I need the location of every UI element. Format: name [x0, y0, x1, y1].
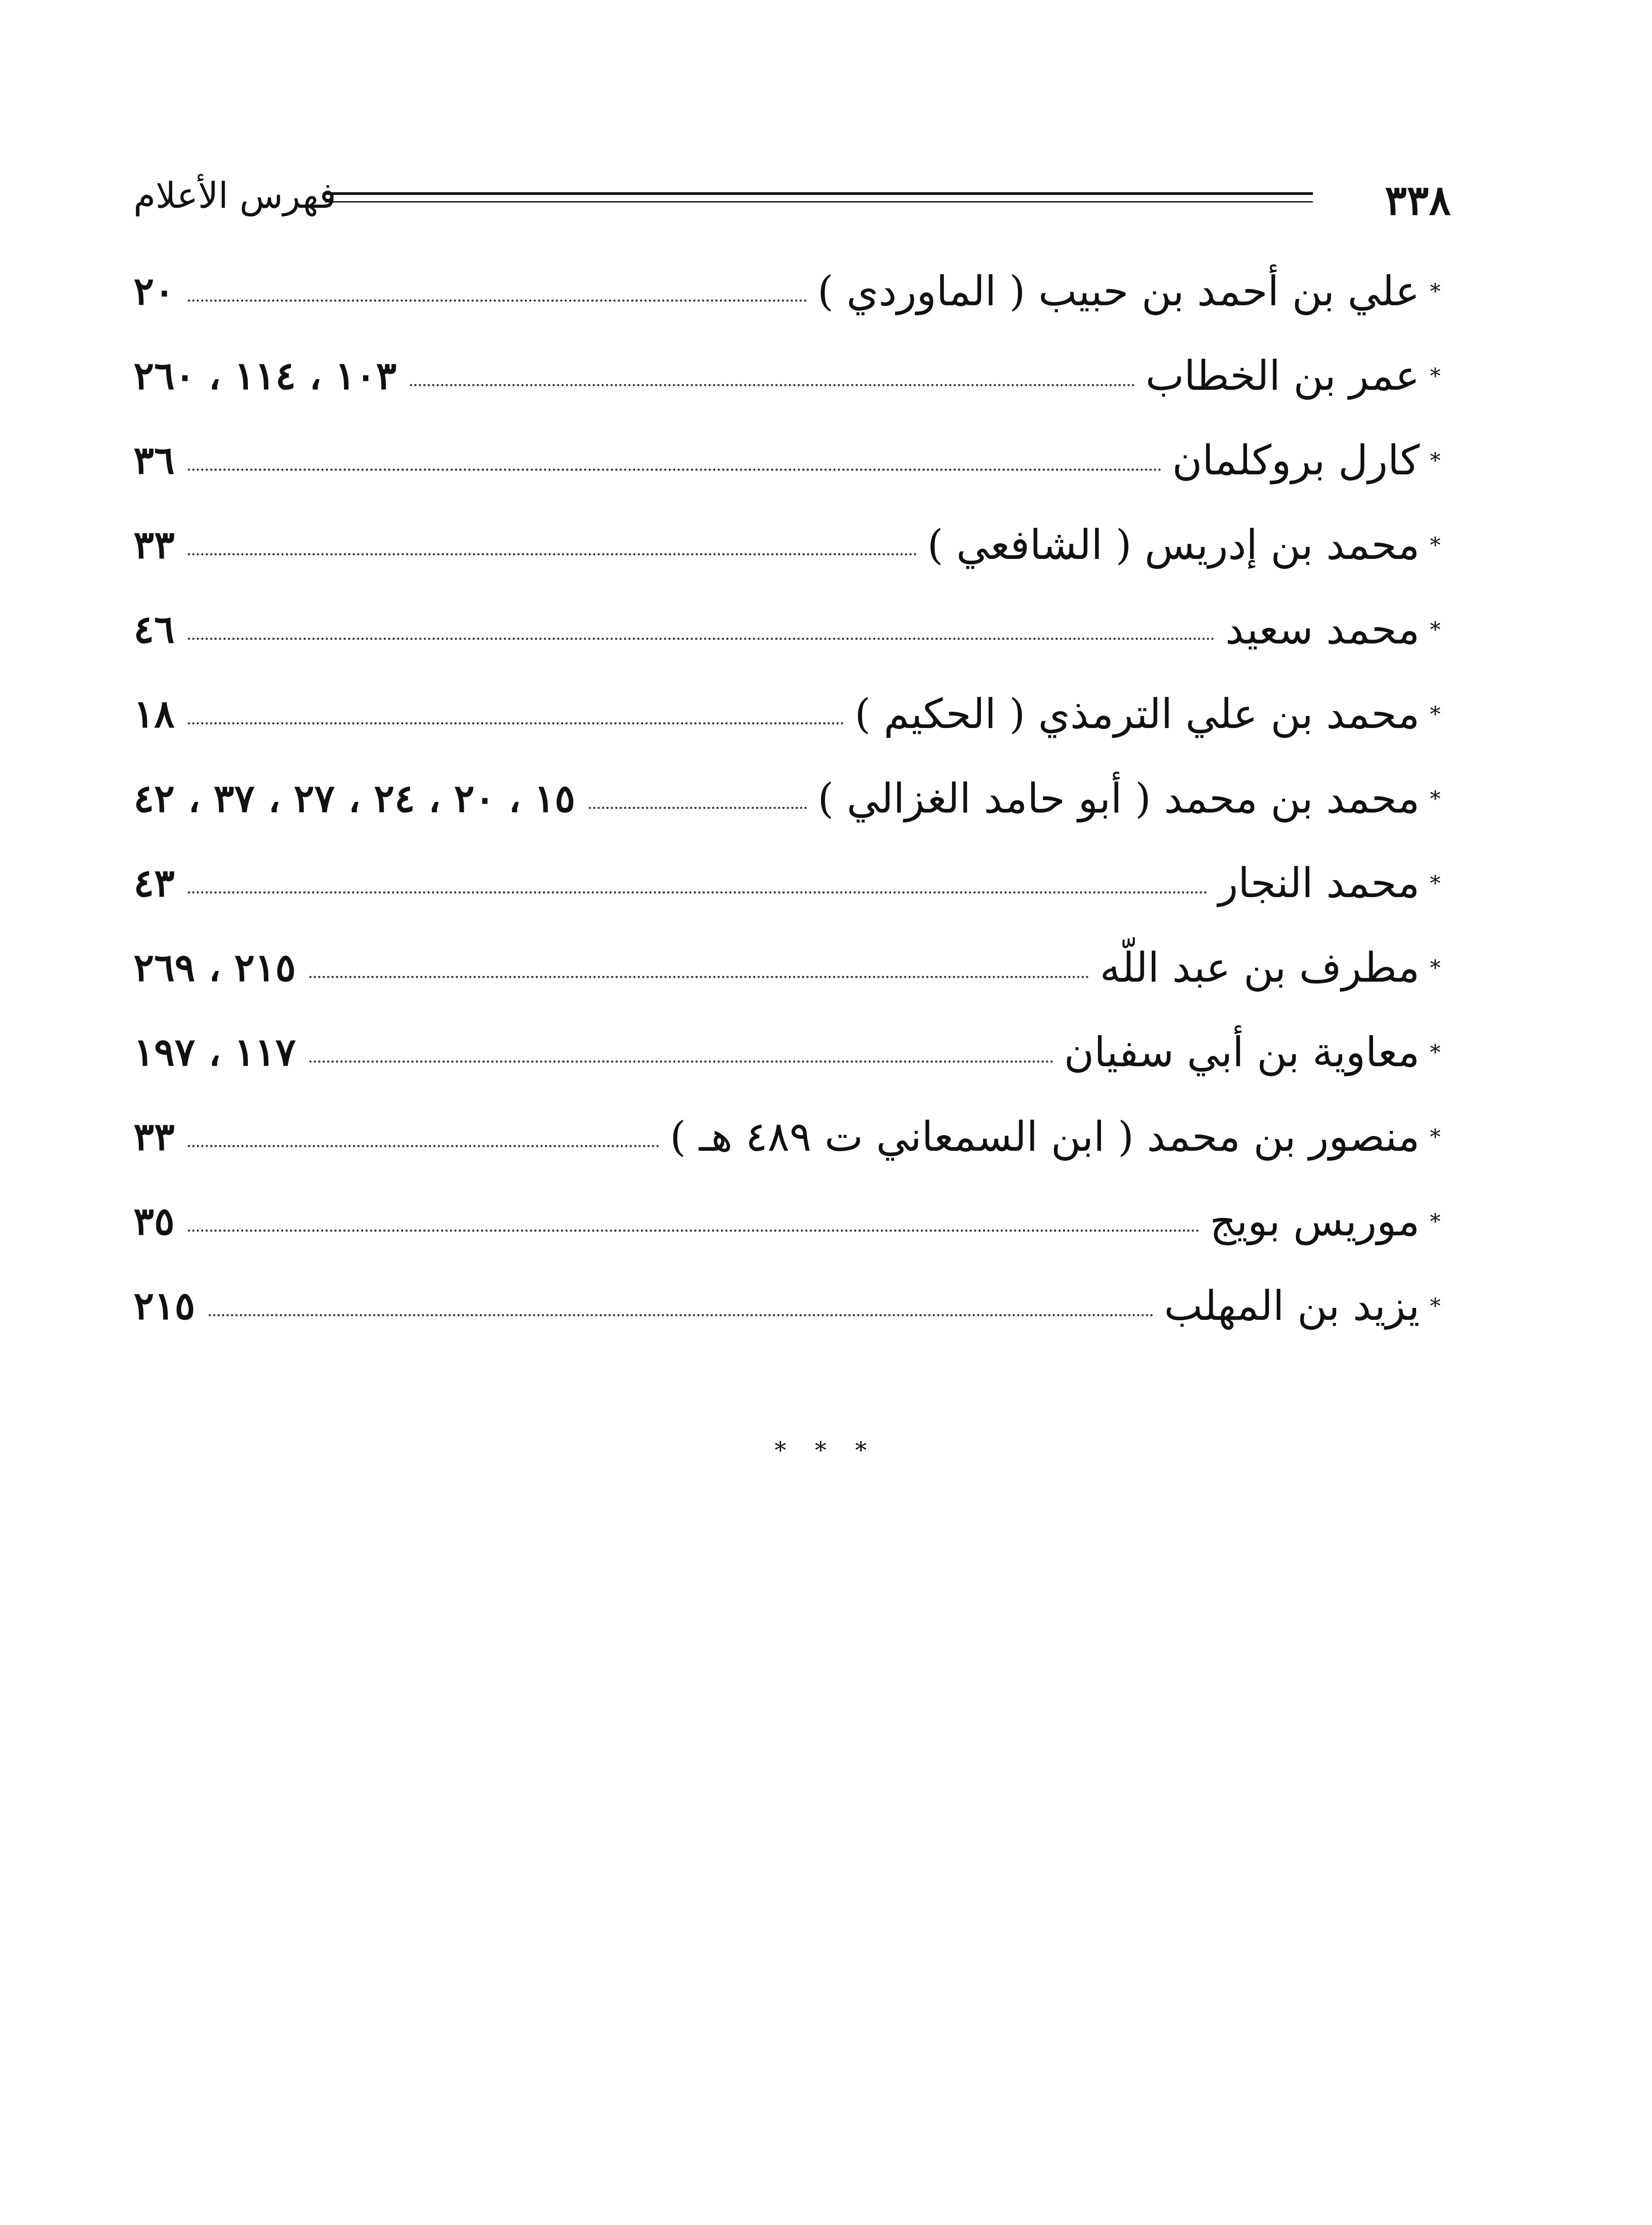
header-rule: [325, 192, 1313, 195]
page-header: [134, 169, 1451, 231]
entry-pages: ٣٣: [134, 522, 175, 567]
entry-pages: ١٥ ، ٢٠ ، ٢٤ ، ٢٧ ، ٣٧ ، ٤٢: [134, 776, 575, 821]
bullet-star-icon: *: [1430, 1040, 1441, 1065]
entry-pages: ٣٥: [134, 1199, 175, 1244]
dot-leader: [188, 1145, 659, 1147]
bullet-star-icon: *: [1430, 448, 1441, 473]
bullet-star-icon: *: [1430, 279, 1441, 304]
entry-name: يزيد بن المهلب: [1164, 1282, 1420, 1330]
index-entry: [134, 503, 1451, 587]
entry-name: محمد بن إدريس ( الشافعي ): [927, 521, 1420, 569]
dot-leader: [188, 469, 1161, 471]
dot-leader: [188, 638, 1215, 640]
entry-name: منصور بن محمد ( ابن السمعاني ت ٤٨٩ هـ ): [670, 1113, 1420, 1161]
index-entry: [134, 1095, 1451, 1179]
dot-leader: [209, 1314, 1154, 1316]
dot-leader: [188, 722, 844, 724]
entry-name: معاوية بن أبي سفيان: [1064, 1028, 1420, 1076]
entry-pages: ٤٣: [134, 861, 175, 906]
index-entry: [134, 418, 1451, 503]
bullet-star-icon: *: [1430, 1209, 1441, 1234]
index-entry: [134, 249, 1451, 334]
entry-pages: ٤٦: [134, 607, 175, 652]
entry-name: محمد النجار: [1218, 859, 1420, 907]
entry-pages: ٣٣: [134, 1114, 175, 1159]
bullet-star-icon: *: [1430, 786, 1441, 811]
entry-name: عمر بن الخطاب: [1145, 352, 1420, 400]
bullet-star-icon: *: [1430, 1125, 1441, 1149]
entry-pages: ٢١٥: [134, 1283, 195, 1328]
bullet-star-icon: *: [1430, 955, 1441, 980]
index-entry: [134, 841, 1451, 926]
bullet-star-icon: *: [1430, 1294, 1441, 1319]
end-separator: * * *: [774, 1437, 878, 1464]
page-number: ٣٣٨: [1385, 176, 1451, 224]
entry-pages: ٣٦: [134, 438, 175, 483]
entry-name: كارل بروكلمان: [1172, 437, 1420, 484]
entry-name: علي بن أحمد بن حبيب ( الماوردي ): [817, 267, 1420, 315]
index-entry: [134, 1179, 1451, 1264]
dot-leader: [188, 299, 807, 302]
entry-pages: ٢١٥ ، ٢٦٩: [134, 945, 296, 990]
bullet-star-icon: *: [1430, 702, 1441, 727]
bullet-star-icon: *: [1430, 533, 1441, 558]
entry-name: محمد بن علي الترمذي ( الحكيم ): [854, 690, 1420, 738]
dot-leader: [309, 976, 1089, 978]
index-entry: [134, 1264, 1451, 1348]
running-title: فهرس الأعلام: [134, 175, 336, 216]
header-rule-thin: [325, 201, 1313, 202]
bullet-star-icon: *: [1430, 364, 1441, 388]
dot-leader: [410, 384, 1135, 386]
entry-pages: ٢٠: [134, 269, 175, 314]
entry-pages: ١١٧ ، ١٩٧: [134, 1030, 296, 1075]
names-index-list: [134, 249, 1451, 1348]
dot-leader: [188, 1230, 1199, 1232]
dot-leader: [589, 807, 807, 809]
bullet-star-icon: *: [1430, 617, 1441, 642]
index-entry: [134, 926, 1451, 1010]
dot-leader: [309, 1060, 1053, 1063]
index-entry: [134, 334, 1451, 418]
entry-name: مطرف بن عبد اللّه: [1100, 944, 1420, 991]
entry-pages: ١٠٣ ، ١١٤ ، ٢٦٠: [134, 353, 397, 398]
entry-pages: ١٨: [134, 692, 175, 736]
index-entry: [134, 1010, 1451, 1095]
index-entry: [134, 756, 1451, 841]
dot-leader: [188, 553, 916, 555]
dot-leader: [188, 891, 1207, 894]
entry-name: موريس بويج: [1210, 1197, 1420, 1245]
index-entry: [134, 672, 1451, 756]
entry-name: محمد بن محمد ( أبو حامد الغزالي ): [818, 775, 1420, 822]
index-entry: [134, 587, 1451, 672]
entry-name: محمد سعيد: [1225, 606, 1420, 653]
bullet-star-icon: *: [1430, 871, 1441, 896]
